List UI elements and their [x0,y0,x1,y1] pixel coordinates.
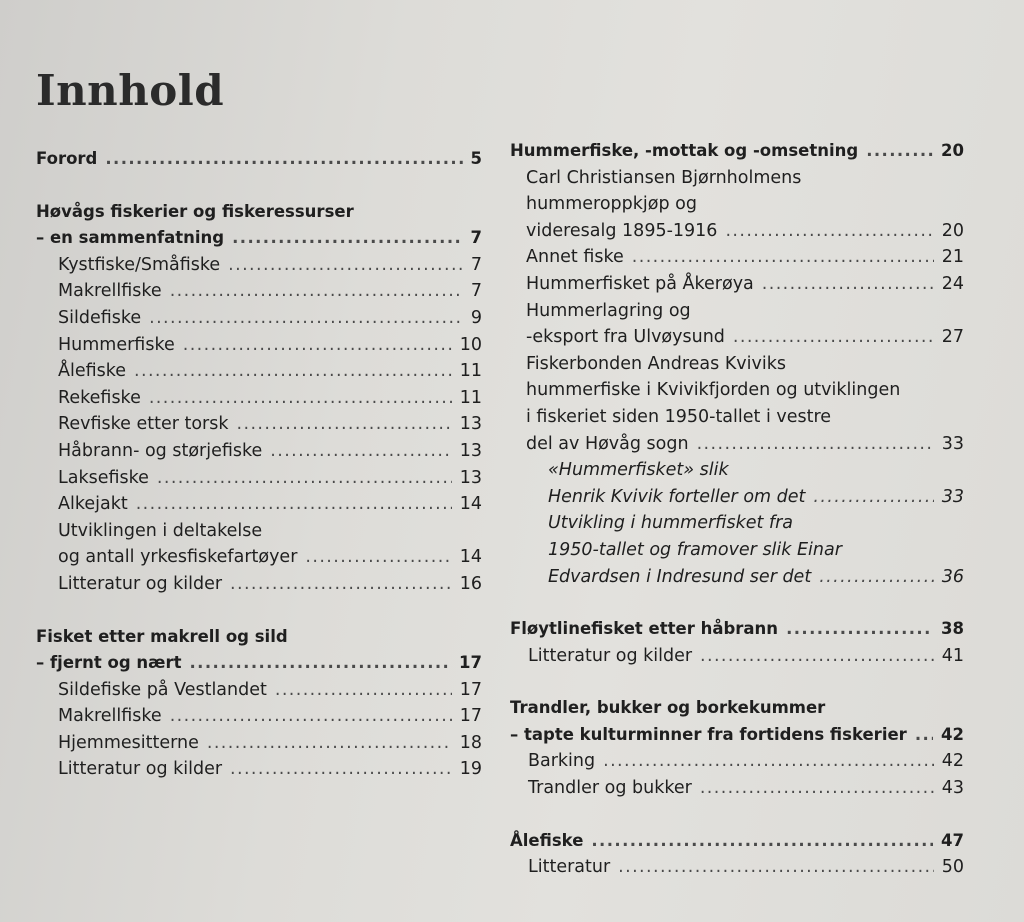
entry-label: Utviklingen i deltakelse [58,520,263,541]
page-number: 20 [941,220,964,241]
page-number: 14 [459,547,482,568]
page-number: 13 [459,467,482,488]
entry-label: og antall yrkesfiskefartøyer [58,547,298,568]
entry-label: 1950-tallet og framover slik Einar [548,539,842,560]
page-number: 17 [459,679,482,700]
toc-entry [510,271,964,298]
dot-leader [230,756,452,783]
page-number: 7 [470,281,482,302]
toc-left-column [36,146,482,783]
toc-entry [36,730,482,757]
dot-leader [632,244,934,271]
dot-leader [157,465,452,492]
entry-label: Litteratur og kilder [58,573,223,594]
dot-leader [762,271,934,298]
page-number: 18 [459,732,482,753]
dot-leader [149,385,452,412]
dot-leader [697,431,934,458]
toc-entry [510,138,964,165]
entry-label: Sildefiske [58,307,142,328]
dot-leader [700,775,934,802]
toc-entry [510,722,964,749]
dot-leader [305,544,451,571]
page-number: 7 [470,254,482,275]
page-number: 14 [459,494,482,515]
toc-entry [510,616,964,643]
toc-entry [36,465,482,492]
page-number: 43 [941,778,964,799]
entry-label: Hummerfiske [58,334,175,355]
entry-label: Rekefiske [58,387,141,408]
dot-leader [270,438,451,465]
dot-leader [813,484,933,511]
entry-label: – tapte kulturminner fra fortidens fiskerier [510,724,907,744]
entry-label: Edvardsen i Indresund ser det [548,566,812,587]
page-number: 11 [459,361,482,382]
entry-label: -eksport fra Ulvøysund [526,327,725,348]
dot-leader [190,650,452,677]
toc-entry [510,244,964,271]
entry-label: del av Høvåg sogn [526,433,689,454]
toc-right-column [510,138,964,881]
entry-label: Forord [36,149,98,168]
dot-leader [170,703,452,730]
entry-label: hummeroppkjøp og [526,194,697,215]
toc-entry [510,431,964,458]
entry-label: «Hummerfisket» slik [548,460,729,481]
entry-label: Kystfiske/Småfiske [58,254,221,275]
entry-label: Alkejakt [58,494,128,515]
toc-entry [36,491,482,518]
dot-leader [232,225,462,252]
entry-label: Håbrann- og størjefiske [58,440,263,461]
entry-label: Annet fiske [526,247,624,268]
toc-entry [36,358,482,385]
dot-leader [228,252,463,279]
dot-leader [786,616,933,643]
dot-leader [700,643,934,670]
entry-label: Revfiske etter torsk [58,414,229,435]
dot-leader [733,324,934,351]
dot-leader [170,278,463,305]
toc-entry [36,305,482,332]
dot-leader [149,305,463,332]
toc-entry [36,252,482,279]
entry-label: Hjemmesitterne [58,732,199,753]
page-number: 42 [941,724,964,744]
page-title: Innhold [36,66,225,115]
page-number: 33 [941,433,964,454]
dot-leader [105,146,462,173]
page-number: 5 [470,149,482,168]
page-number: 50 [941,857,964,878]
page-number: 42 [941,751,964,772]
section-heading: Høvågs fiskerier og fiskeressurser [36,201,354,221]
page-number: 24 [941,273,964,294]
entry-label: Hummerfisket på Åkerøya [526,273,754,294]
entry-label: Barking [528,751,596,772]
toc-entry [36,703,482,730]
entry-label: videresalg 1895-1916 [526,220,718,241]
page-number: 20 [941,141,964,160]
toc-entry [510,854,964,881]
dot-leader [275,677,452,704]
entry-label: – en sammenfatning [36,228,225,248]
dot-leader [183,332,452,359]
page-number: 11 [459,387,482,408]
entry-label: i fiskeriet siden 1950-tallet i vestre [526,406,832,427]
page-number: 7 [470,228,482,248]
toc-entry [36,385,482,412]
dot-leader [725,218,933,245]
toc-entry [36,146,482,173]
page-number: 21 [941,247,964,268]
entry-label: Litteratur [528,857,611,878]
toc-entry [36,225,482,252]
entry-label: Ålefiske [58,361,127,382]
dot-leader [136,491,452,518]
toc-entry [510,748,964,775]
page-number: 36 [941,566,964,587]
entry-label: Laksefiske [58,467,149,488]
page-number: 33 [941,486,964,507]
toc-entry [36,438,482,465]
entry-label: Henrik Kvivik forteller om det [548,486,806,507]
dot-leader [618,854,934,881]
toc-entry [36,650,482,677]
toc-entry [36,411,482,438]
page-number: 17 [459,653,482,673]
page-number: 19 [459,759,482,780]
page-number: 27 [941,327,964,348]
entry-label: Fløytlinefisket etter håbrann [510,619,779,639]
entry-label: Carl Christiansen Bjørnholmens [526,167,802,188]
toc-entry [510,218,964,245]
dot-leader [603,748,934,775]
dot-leader [915,722,933,749]
entry-label: Utvikling i hummerfisket fra [548,513,793,534]
toc-entry [510,324,964,351]
dot-leader [134,358,452,385]
page-number: 13 [459,440,482,461]
toc-entry [36,677,482,704]
page-number: 17 [459,706,482,727]
dot-leader [591,828,933,855]
dot-leader [237,411,452,438]
entry-label: Hummerfiske, -mottak og -omsetning [510,141,859,160]
entry-label: Litteratur og kilder [58,759,223,780]
toc-entry [36,756,482,783]
entry-label: hummerfiske i Kvivikfjorden og utviklingen [526,380,901,401]
page-number: 41 [941,645,964,666]
dot-leader [866,138,933,165]
dot-leader [207,730,452,757]
toc-entry [36,544,482,571]
toc-entry [510,643,964,670]
entry-label: Litteratur og kilder [528,645,693,666]
entry-label: Hummerlagring og [526,300,691,321]
toc-entry [36,571,482,598]
dot-leader [230,571,452,598]
toc-entry [36,332,482,359]
entry-label: Fiskerbonden Andreas Kviviks [526,353,786,374]
toc-entry [510,828,964,855]
toc-entry [510,564,964,591]
entry-label: Makrellfiske [58,281,162,302]
entry-label: Ålefiske [510,830,584,850]
section-heading: Trandler, bukker og borkekummer [510,698,826,718]
page-number: 38 [941,619,964,639]
page-number: 47 [941,830,964,850]
dot-leader [819,564,934,591]
entry-label: Trandler og bukker [528,778,692,799]
section-heading: Fisket etter makrell og sild [36,626,288,646]
entry-label: – fjernt og nært [36,653,182,673]
entry-label: Makrellfiske [58,706,162,727]
toc-entry [510,775,964,802]
toc-entry [36,278,482,305]
page-number: 16 [459,573,482,594]
page-number: 13 [459,414,482,435]
page-number: 9 [470,307,482,328]
toc-entry [510,484,964,511]
page-number: 10 [459,334,482,355]
entry-label: Sildefiske på Vestlandet [58,679,267,700]
